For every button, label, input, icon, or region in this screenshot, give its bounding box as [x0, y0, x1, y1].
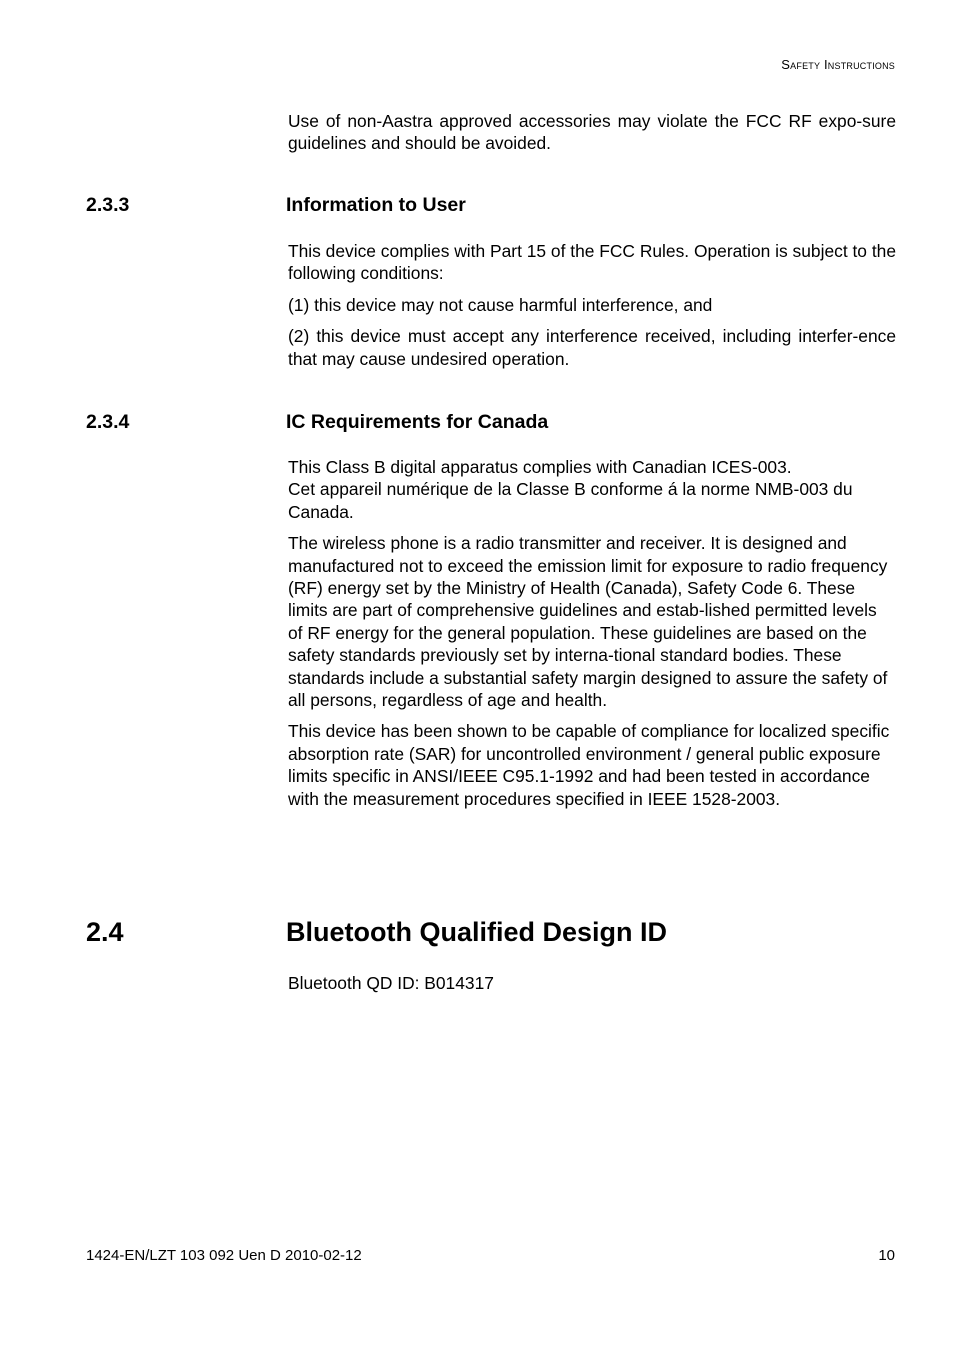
intro-paragraph-block — [288, 110, 896, 164]
section-2-3-4-number: 2.3.4 — [86, 411, 130, 433]
section-2-3-4-title: IC Requirements for Canada — [286, 411, 549, 433]
section-2-4-number: 2.4 — [86, 917, 124, 947]
nmb-compliance-line: Cet appareil numérique de la Classe B conforme á la norme NMB-003 du Canada. — [288, 479, 853, 522]
section-2-3-3-paragraph-1: This device complies with Part 15 of the FCC Rules. Operation is subject to the following conditions: — [288, 241, 896, 284]
ices-compliance-line: This Class B digital apparatus complies with Canadian ICES-003. — [288, 457, 792, 477]
section-2-3-3-body — [288, 240, 896, 379]
section-2-3-3-number: 2.3.3 — [86, 194, 130, 216]
intro-paragraph: Use of non-Aastra approved accessories may violate the FCC RF expo-sure guidelines and should be avoided. — [288, 111, 896, 154]
bluetooth-qd-id: Bluetooth QD ID: B014317 — [288, 973, 494, 993]
section-2-3-4-paragraph-1 — [288, 456, 896, 523]
footer-document-id: 1424-EN/LZT 103 092 Uen D 2010-02-12 — [86, 1247, 362, 1264]
section-2-3-4-paragraph-3: This device has been shown to be capable of compliance for localized specific absorption rate (SAR) for uncontrolled environment / general public exposure limits specific in ANSI/IEEE C95.1-1992 and had been tested in accordance with the measurement procedures specified in IEEE 1528-2003. — [288, 721, 890, 809]
running-header: Safety Instructions — [781, 57, 895, 72]
section-2-3-4-paragraph-2: The wireless phone is a radio transmitter and receiver. It is designed and manufactured not to exceed the emission limit for exposure to radio frequency (RF) energy set by the Ministry of Health (Canada), Safety Code 6. These limits are part of comprehensive guidelines and estab-lished permitted levels of RF energy for the general population. These guidelines are based on the safety standards previously set by interna-tional standard bodies. These standards include a substantial safety margin designed to assure the safety of all persons, regardless of age and health. — [288, 533, 888, 711]
section-2-3-4-body — [288, 456, 896, 819]
section-2-3-3-title: Information to User — [286, 194, 466, 216]
section-2-4-title: Bluetooth Qualified Design ID — [286, 917, 668, 947]
section-2-3-3-paragraph-2: (1) this device may not cause harmful interference, and — [288, 294, 713, 315]
section-2-4-body — [288, 972, 896, 1003]
footer-page-number: 10 — [878, 1247, 895, 1264]
section-2-3-3-paragraph-3: (2) this device must accept any interference received, including interfer-ence that may cause undesired operation. — [288, 326, 896, 369]
